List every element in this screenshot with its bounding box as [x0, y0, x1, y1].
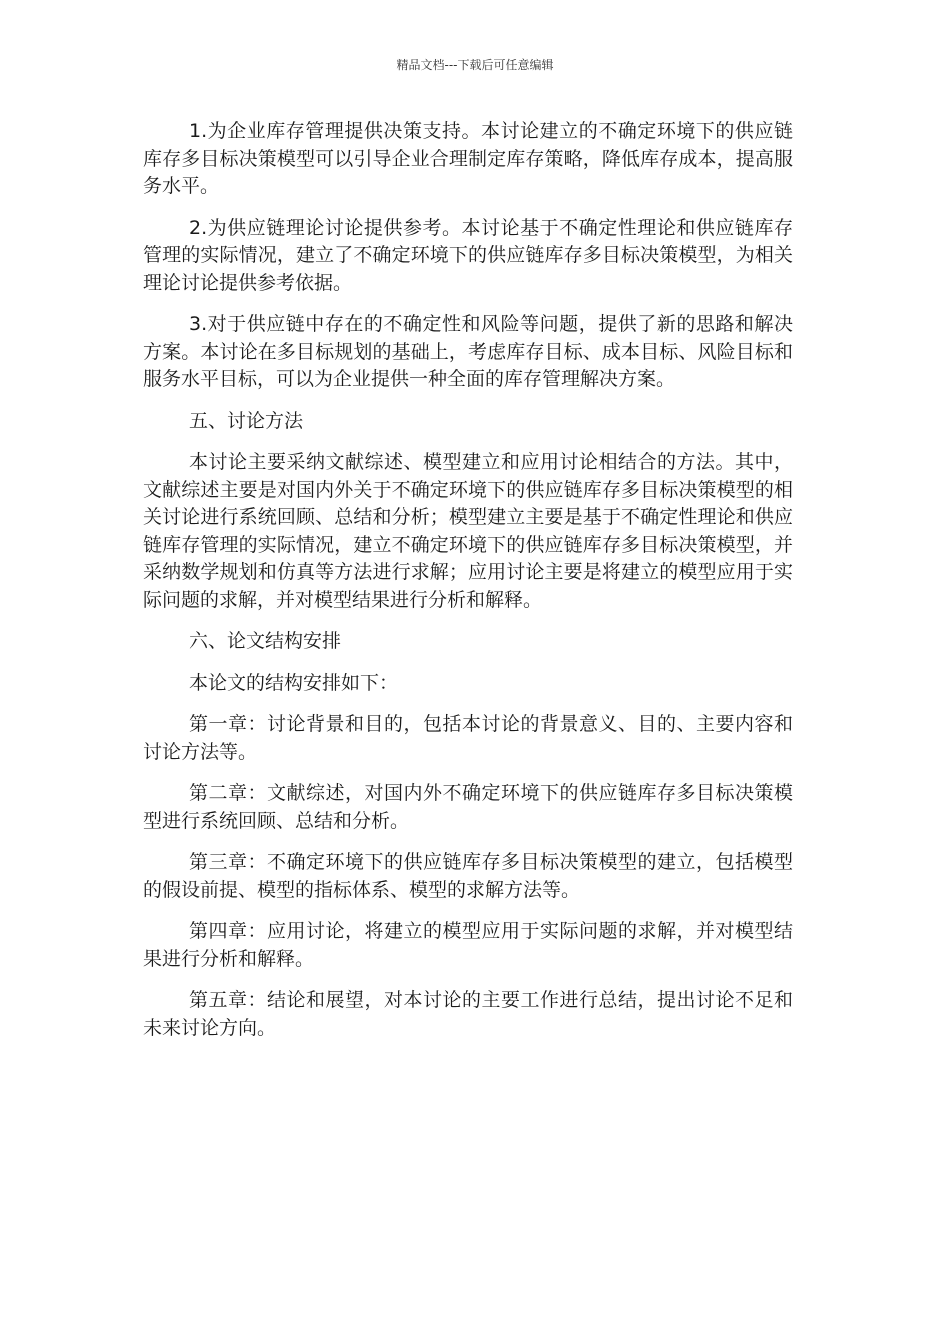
paragraph-significance-3: 3.对于供应链中存在的不确定性和风险等问题，提供了新的思路和解决方案。本讨论在多目标规划的基础上，考虑库存目标、成本目标、风险目标和服务水平目标，可以为企业提供一种全面的库存管理解决方案。 [143, 313, 793, 390]
paragraph-structure-intro: 本论文的结构安排如下： [189, 671, 399, 694]
paragraph-chapter-1: 第一章：讨论背景和目的，包括本讨论的背景意义、目的、主要内容和讨论方法等。 [143, 713, 793, 763]
paragraph-chapter-5: 第五章：结论和展望，对本讨论的主要工作进行总结，提出讨论不足和未来讨论方向。 [143, 989, 793, 1039]
paragraph-chapter-4: 第四章：应用讨论，将建立的模型应用于实际问题的求解，并对模型结果进行分析和解释。 [143, 920, 793, 970]
page-header: 精品文档---下载后可任意编辑 [396, 58, 554, 72]
document-body [143, 118, 793, 1056]
section-heading-structure: 六、论文结构安排 [189, 630, 342, 652]
paragraph-methods: 本讨论主要采纳文献综述、模型建立和应用讨论相结合的方法。其中，文献综述主要是对国内外关于不确定环境下的供应链库存多目标决策模型的相关讨论进行系统回顾、总结和分析；模型建立主要是基于不确定性理论和供应链库存管理的实际情况，建立不确定环境下的供应链库存多目标决策模型，并采纳数学规划和仿真等方法进行求解；应用讨论主要是将建立的模型应用于实际问题的求解，并对模型结果进行分析和解释。 [143, 451, 793, 611]
paragraph-significance-1: 1.为企业库存管理提供决策支持。本讨论建立的不确定环境下的供应链库存多目标决策模型可以引导企业合理制定库存策略，降低库存成本，提高服务水平。 [143, 120, 793, 197]
section-heading-methods: 五、讨论方法 [189, 409, 304, 432]
paragraph-significance-2: 2.为供应链理论讨论提供参考。本讨论基于不确定性理论和供应链库存管理的实际情况，建立了不确定环境下的供应链库存多目标决策模型，为相关理论讨论提供参考依据。 [143, 216, 793, 294]
paragraph-chapter-3: 第三章：不确定环境下的供应链库存多目标决策模型的建立，包括模型的假设前提、模型的指标体系、模型的求解方法等。 [143, 851, 793, 901]
paragraph-chapter-2: 第二章：文献综述，对国内外不确定环境下的供应链库存多目标决策模型进行系统回顾、总结和分析。 [143, 782, 793, 832]
